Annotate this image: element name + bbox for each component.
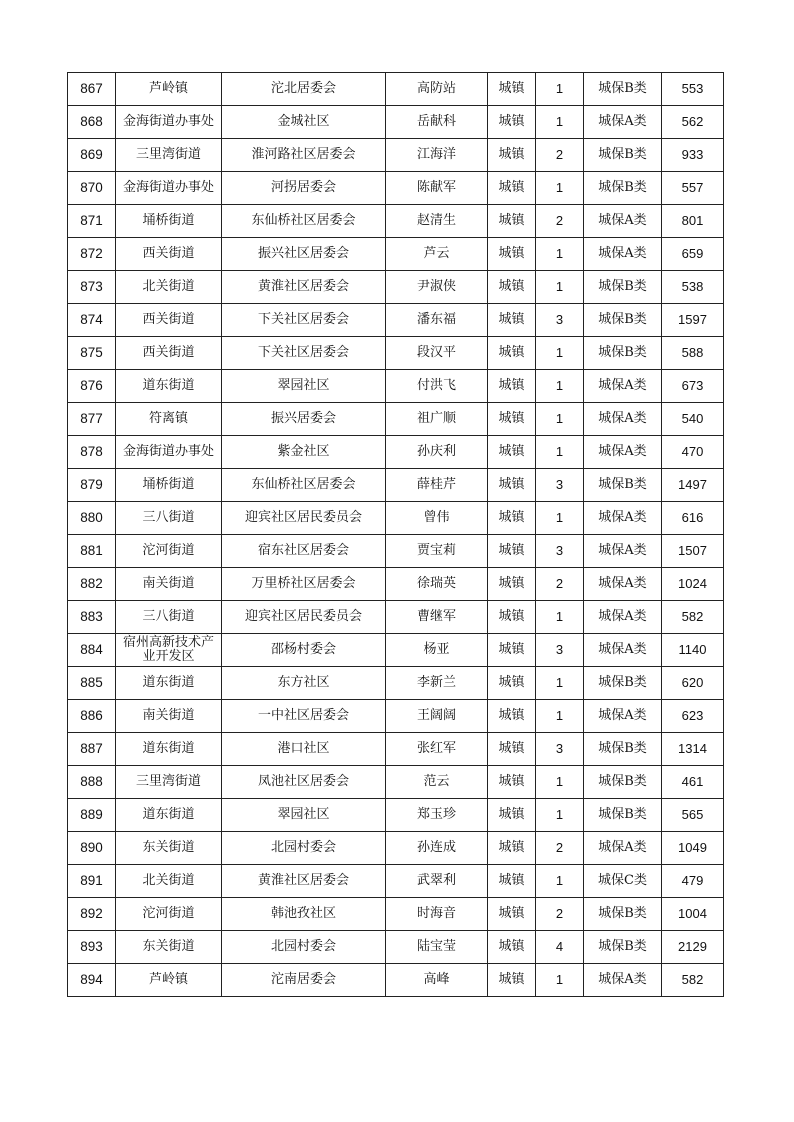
household-count-cell: 2 bbox=[536, 139, 584, 172]
amount-cell: 623 bbox=[662, 700, 724, 733]
person-name-cell: 李新兰 bbox=[386, 667, 488, 700]
area-type-cell: 城镇 bbox=[488, 601, 536, 634]
insurance-category-cell: 城保A类 bbox=[584, 370, 662, 403]
area-type-cell: 城镇 bbox=[488, 502, 536, 535]
insurance-category-cell: 城保B类 bbox=[584, 667, 662, 700]
community-cell: 下关社区居委会 bbox=[222, 337, 386, 370]
table-row bbox=[68, 568, 724, 601]
insurance-category-cell: 城保A类 bbox=[584, 106, 662, 139]
insurance-category-cell: 城保A类 bbox=[584, 601, 662, 634]
amount-cell: 1049 bbox=[662, 832, 724, 865]
area-type-cell: 城镇 bbox=[488, 370, 536, 403]
serial-number-cell: 879 bbox=[68, 469, 116, 502]
serial-number-cell: 885 bbox=[68, 667, 116, 700]
table-row bbox=[68, 733, 724, 766]
insurance-category-cell: 城保A类 bbox=[584, 700, 662, 733]
amount-cell: 540 bbox=[662, 403, 724, 436]
table-row bbox=[68, 832, 724, 865]
serial-number-cell: 884 bbox=[68, 634, 116, 667]
area-type-cell: 城镇 bbox=[488, 898, 536, 931]
community-cell: 港口社区 bbox=[222, 733, 386, 766]
community-cell: 宿东社区居委会 bbox=[222, 535, 386, 568]
table-row bbox=[68, 667, 724, 700]
serial-number-cell: 890 bbox=[68, 832, 116, 865]
area-type-cell: 城镇 bbox=[488, 832, 536, 865]
serial-number-cell: 894 bbox=[68, 964, 116, 997]
area-type-cell: 城镇 bbox=[488, 238, 536, 271]
insurance-category-cell: 城保B类 bbox=[584, 469, 662, 502]
person-name-cell: 时海音 bbox=[386, 898, 488, 931]
household-count-cell: 1 bbox=[536, 337, 584, 370]
household-count-cell: 1 bbox=[536, 667, 584, 700]
area-type-cell: 城镇 bbox=[488, 106, 536, 139]
serial-number-cell: 878 bbox=[68, 436, 116, 469]
street-office-cell: 南关街道 bbox=[116, 700, 222, 733]
person-name-cell: 贾宝莉 bbox=[386, 535, 488, 568]
street-office-cell: 道东街道 bbox=[116, 667, 222, 700]
area-type-cell: 城镇 bbox=[488, 73, 536, 106]
serial-number-cell: 888 bbox=[68, 766, 116, 799]
street-office-cell: 芦岭镇 bbox=[116, 73, 222, 106]
insurance-category-cell: 城保A类 bbox=[584, 568, 662, 601]
amount-cell: 538 bbox=[662, 271, 724, 304]
street-office-cell: 南关街道 bbox=[116, 568, 222, 601]
person-name-cell: 杨亚 bbox=[386, 634, 488, 667]
person-name-cell: 曹继军 bbox=[386, 601, 488, 634]
amount-cell: 616 bbox=[662, 502, 724, 535]
serial-number-cell: 868 bbox=[68, 106, 116, 139]
street-office-cell: 沱河街道 bbox=[116, 535, 222, 568]
street-office-cell: 三里湾街道 bbox=[116, 766, 222, 799]
table-row bbox=[68, 502, 724, 535]
household-count-cell: 1 bbox=[536, 271, 584, 304]
table-row bbox=[68, 535, 724, 568]
area-type-cell: 城镇 bbox=[488, 865, 536, 898]
table-row bbox=[68, 634, 724, 667]
community-cell: 东仙桥社区居委会 bbox=[222, 205, 386, 238]
roster-body bbox=[68, 73, 724, 997]
amount-cell: 553 bbox=[662, 73, 724, 106]
household-count-cell: 1 bbox=[536, 403, 584, 436]
area-type-cell: 城镇 bbox=[488, 667, 536, 700]
table-row bbox=[68, 337, 724, 370]
street-office-cell: 西关街道 bbox=[116, 337, 222, 370]
street-office-cell: 东关街道 bbox=[116, 832, 222, 865]
household-count-cell: 1 bbox=[536, 436, 584, 469]
table-row bbox=[68, 139, 724, 172]
table-row bbox=[68, 865, 724, 898]
area-type-cell: 城镇 bbox=[488, 733, 536, 766]
household-count-cell: 1 bbox=[536, 766, 584, 799]
amount-cell: 673 bbox=[662, 370, 724, 403]
amount-cell: 588 bbox=[662, 337, 724, 370]
amount-cell: 1507 bbox=[662, 535, 724, 568]
area-type-cell: 城镇 bbox=[488, 799, 536, 832]
serial-number-cell: 873 bbox=[68, 271, 116, 304]
community-cell: 东仙桥社区居委会 bbox=[222, 469, 386, 502]
table-row bbox=[68, 172, 724, 205]
household-count-cell: 1 bbox=[536, 73, 584, 106]
table-row bbox=[68, 799, 724, 832]
area-type-cell: 城镇 bbox=[488, 931, 536, 964]
table-row bbox=[68, 931, 724, 964]
community-cell: 凤池社区居委会 bbox=[222, 766, 386, 799]
street-office-cell: 芦岭镇 bbox=[116, 964, 222, 997]
person-name-cell: 薛桂芹 bbox=[386, 469, 488, 502]
community-cell: 沱北居委会 bbox=[222, 73, 386, 106]
table-row bbox=[68, 370, 724, 403]
insurance-category-cell: 城保A类 bbox=[584, 436, 662, 469]
street-office-cell: 东关街道 bbox=[116, 931, 222, 964]
person-name-cell: 段汉平 bbox=[386, 337, 488, 370]
area-type-cell: 城镇 bbox=[488, 403, 536, 436]
area-type-cell: 城镇 bbox=[488, 337, 536, 370]
insurance-category-cell: 城保C类 bbox=[584, 865, 662, 898]
street-office-cell: 西关街道 bbox=[116, 304, 222, 337]
serial-number-cell: 880 bbox=[68, 502, 116, 535]
household-count-cell: 3 bbox=[536, 535, 584, 568]
household-count-cell: 1 bbox=[536, 370, 584, 403]
amount-cell: 565 bbox=[662, 799, 724, 832]
amount-cell: 562 bbox=[662, 106, 724, 139]
person-name-cell: 尹淑侠 bbox=[386, 271, 488, 304]
street-office-cell: 埇桥街道 bbox=[116, 469, 222, 502]
serial-number-cell: 867 bbox=[68, 73, 116, 106]
serial-number-cell: 887 bbox=[68, 733, 116, 766]
table-row bbox=[68, 106, 724, 139]
table-row bbox=[68, 766, 724, 799]
table-row bbox=[68, 898, 724, 931]
community-cell: 韩池孜社区 bbox=[222, 898, 386, 931]
serial-number-cell: 874 bbox=[68, 304, 116, 337]
street-office-cell: 符离镇 bbox=[116, 403, 222, 436]
area-type-cell: 城镇 bbox=[488, 436, 536, 469]
table-row bbox=[68, 73, 724, 106]
household-count-cell: 2 bbox=[536, 832, 584, 865]
area-type-cell: 城镇 bbox=[488, 568, 536, 601]
serial-number-cell: 872 bbox=[68, 238, 116, 271]
area-type-cell: 城镇 bbox=[488, 964, 536, 997]
person-name-cell: 范云 bbox=[386, 766, 488, 799]
street-office-cell: 三八街道 bbox=[116, 502, 222, 535]
serial-number-cell: 869 bbox=[68, 139, 116, 172]
amount-cell: 470 bbox=[662, 436, 724, 469]
amount-cell: 1497 bbox=[662, 469, 724, 502]
person-name-cell: 张红军 bbox=[386, 733, 488, 766]
community-cell: 振兴社区居委会 bbox=[222, 238, 386, 271]
person-name-cell: 孙连成 bbox=[386, 832, 488, 865]
person-name-cell: 曾伟 bbox=[386, 502, 488, 535]
amount-cell: 659 bbox=[662, 238, 724, 271]
household-count-cell: 1 bbox=[536, 964, 584, 997]
serial-number-cell: 875 bbox=[68, 337, 116, 370]
area-type-cell: 城镇 bbox=[488, 172, 536, 205]
community-cell: 迎宾社区居民委员会 bbox=[222, 601, 386, 634]
serial-number-cell: 876 bbox=[68, 370, 116, 403]
area-type-cell: 城镇 bbox=[488, 766, 536, 799]
amount-cell: 479 bbox=[662, 865, 724, 898]
person-name-cell: 陈献军 bbox=[386, 172, 488, 205]
serial-number-cell: 877 bbox=[68, 403, 116, 436]
serial-number-cell: 893 bbox=[68, 931, 116, 964]
community-cell: 沱南居委会 bbox=[222, 964, 386, 997]
street-office-cell: 三里湾街道 bbox=[116, 139, 222, 172]
table-row bbox=[68, 469, 724, 502]
amount-cell: 2129 bbox=[662, 931, 724, 964]
community-cell: 迎宾社区居民委员会 bbox=[222, 502, 386, 535]
household-count-cell: 1 bbox=[536, 238, 584, 271]
table-row bbox=[68, 403, 724, 436]
person-name-cell: 江海洋 bbox=[386, 139, 488, 172]
household-count-cell: 1 bbox=[536, 700, 584, 733]
area-type-cell: 城镇 bbox=[488, 271, 536, 304]
person-name-cell: 赵清生 bbox=[386, 205, 488, 238]
amount-cell: 1024 bbox=[662, 568, 724, 601]
table-row bbox=[68, 271, 724, 304]
community-cell: 黄淮社区居委会 bbox=[222, 271, 386, 304]
insurance-category-cell: 城保A类 bbox=[584, 964, 662, 997]
insurance-category-cell: 城保B类 bbox=[584, 139, 662, 172]
community-cell: 一中社区居委会 bbox=[222, 700, 386, 733]
street-office-cell: 宿州高新技术产业开发区 bbox=[116, 634, 222, 667]
household-count-cell: 3 bbox=[536, 733, 584, 766]
person-name-cell: 芦云 bbox=[386, 238, 488, 271]
community-cell: 北园村委会 bbox=[222, 931, 386, 964]
person-name-cell: 祖广顺 bbox=[386, 403, 488, 436]
table-row bbox=[68, 601, 724, 634]
person-name-cell: 高防站 bbox=[386, 73, 488, 106]
amount-cell: 933 bbox=[662, 139, 724, 172]
area-type-cell: 城镇 bbox=[488, 139, 536, 172]
street-office-cell: 道东街道 bbox=[116, 799, 222, 832]
street-office-cell: 金海街道办事处 bbox=[116, 436, 222, 469]
insurance-category-cell: 城保B类 bbox=[584, 733, 662, 766]
street-office-cell: 三八街道 bbox=[116, 601, 222, 634]
serial-number-cell: 889 bbox=[68, 799, 116, 832]
person-name-cell: 郑玉珍 bbox=[386, 799, 488, 832]
person-name-cell: 高峰 bbox=[386, 964, 488, 997]
insurance-category-cell: 城保B类 bbox=[584, 799, 662, 832]
community-cell: 淮河路社区居委会 bbox=[222, 139, 386, 172]
serial-number-cell: 871 bbox=[68, 205, 116, 238]
area-type-cell: 城镇 bbox=[488, 304, 536, 337]
serial-number-cell: 881 bbox=[68, 535, 116, 568]
insurance-category-cell: 城保A类 bbox=[584, 238, 662, 271]
household-count-cell: 3 bbox=[536, 469, 584, 502]
community-cell: 北园村委会 bbox=[222, 832, 386, 865]
insurance-category-cell: 城保B类 bbox=[584, 898, 662, 931]
insurance-category-cell: 城保A类 bbox=[584, 403, 662, 436]
area-type-cell: 城镇 bbox=[488, 205, 536, 238]
street-office-cell: 北关街道 bbox=[116, 865, 222, 898]
insurance-category-cell: 城保B类 bbox=[584, 931, 662, 964]
household-count-cell: 1 bbox=[536, 106, 584, 139]
community-cell: 翠园社区 bbox=[222, 799, 386, 832]
amount-cell: 1314 bbox=[662, 733, 724, 766]
community-cell: 万里桥社区居委会 bbox=[222, 568, 386, 601]
street-office-cell: 沱河街道 bbox=[116, 898, 222, 931]
household-count-cell: 2 bbox=[536, 205, 584, 238]
amount-cell: 582 bbox=[662, 601, 724, 634]
household-count-cell: 1 bbox=[536, 799, 584, 832]
table-row bbox=[68, 964, 724, 997]
street-office-cell: 西关街道 bbox=[116, 238, 222, 271]
household-count-cell: 2 bbox=[536, 568, 584, 601]
serial-number-cell: 886 bbox=[68, 700, 116, 733]
household-count-cell: 1 bbox=[536, 865, 584, 898]
household-count-cell: 4 bbox=[536, 931, 584, 964]
street-office-cell: 埇桥街道 bbox=[116, 205, 222, 238]
serial-number-cell: 883 bbox=[68, 601, 116, 634]
community-cell: 金城社区 bbox=[222, 106, 386, 139]
amount-cell: 1140 bbox=[662, 634, 724, 667]
table-row bbox=[68, 304, 724, 337]
area-type-cell: 城镇 bbox=[488, 700, 536, 733]
community-cell: 下关社区居委会 bbox=[222, 304, 386, 337]
amount-cell: 557 bbox=[662, 172, 724, 205]
household-count-cell: 2 bbox=[536, 898, 584, 931]
insurance-category-cell: 城保B类 bbox=[584, 172, 662, 205]
person-name-cell: 付洪飞 bbox=[386, 370, 488, 403]
community-cell: 东方社区 bbox=[222, 667, 386, 700]
insurance-category-cell: 城保A类 bbox=[584, 832, 662, 865]
household-count-cell: 1 bbox=[536, 502, 584, 535]
amount-cell: 461 bbox=[662, 766, 724, 799]
community-cell: 黄淮社区居委会 bbox=[222, 865, 386, 898]
amount-cell: 620 bbox=[662, 667, 724, 700]
person-name-cell: 徐瑞英 bbox=[386, 568, 488, 601]
area-type-cell: 城镇 bbox=[488, 535, 536, 568]
person-name-cell: 陆宝莹 bbox=[386, 931, 488, 964]
amount-cell: 582 bbox=[662, 964, 724, 997]
insurance-category-cell: 城保B类 bbox=[584, 73, 662, 106]
person-name-cell: 潘东福 bbox=[386, 304, 488, 337]
community-cell: 翠园社区 bbox=[222, 370, 386, 403]
household-count-cell: 1 bbox=[536, 172, 584, 205]
street-office-cell: 金海街道办事处 bbox=[116, 172, 222, 205]
insurance-category-cell: 城保A类 bbox=[584, 502, 662, 535]
household-count-cell: 1 bbox=[536, 601, 584, 634]
person-name-cell: 王阔阔 bbox=[386, 700, 488, 733]
community-cell: 邵杨村委会 bbox=[222, 634, 386, 667]
table-row bbox=[68, 238, 724, 271]
area-type-cell: 城镇 bbox=[488, 634, 536, 667]
serial-number-cell: 882 bbox=[68, 568, 116, 601]
community-cell: 河拐居委会 bbox=[222, 172, 386, 205]
serial-number-cell: 892 bbox=[68, 898, 116, 931]
area-type-cell: 城镇 bbox=[488, 469, 536, 502]
table-row bbox=[68, 205, 724, 238]
household-count-cell: 3 bbox=[536, 304, 584, 337]
street-office-cell: 金海街道办事处 bbox=[116, 106, 222, 139]
insurance-category-cell: 城保B类 bbox=[584, 337, 662, 370]
insurance-category-cell: 城保B类 bbox=[584, 271, 662, 304]
serial-number-cell: 891 bbox=[68, 865, 116, 898]
street-office-cell: 道东街道 bbox=[116, 733, 222, 766]
amount-cell: 801 bbox=[662, 205, 724, 238]
street-office-cell: 道东街道 bbox=[116, 370, 222, 403]
insurance-category-cell: 城保B类 bbox=[584, 304, 662, 337]
amount-cell: 1004 bbox=[662, 898, 724, 931]
insurance-category-cell: 城保A类 bbox=[584, 205, 662, 238]
roster-table bbox=[67, 72, 724, 997]
household-count-cell: 3 bbox=[536, 634, 584, 667]
street-office-cell: 北关街道 bbox=[116, 271, 222, 304]
insurance-category-cell: 城保B类 bbox=[584, 766, 662, 799]
table-row bbox=[68, 700, 724, 733]
person-name-cell: 武翠利 bbox=[386, 865, 488, 898]
person-name-cell: 岳献科 bbox=[386, 106, 488, 139]
insurance-category-cell: 城保A类 bbox=[584, 634, 662, 667]
amount-cell: 1597 bbox=[662, 304, 724, 337]
community-cell: 紫金社区 bbox=[222, 436, 386, 469]
serial-number-cell: 870 bbox=[68, 172, 116, 205]
insurance-category-cell: 城保A类 bbox=[584, 535, 662, 568]
person-name-cell: 孙庆利 bbox=[386, 436, 488, 469]
community-cell: 振兴居委会 bbox=[222, 403, 386, 436]
table-row bbox=[68, 436, 724, 469]
